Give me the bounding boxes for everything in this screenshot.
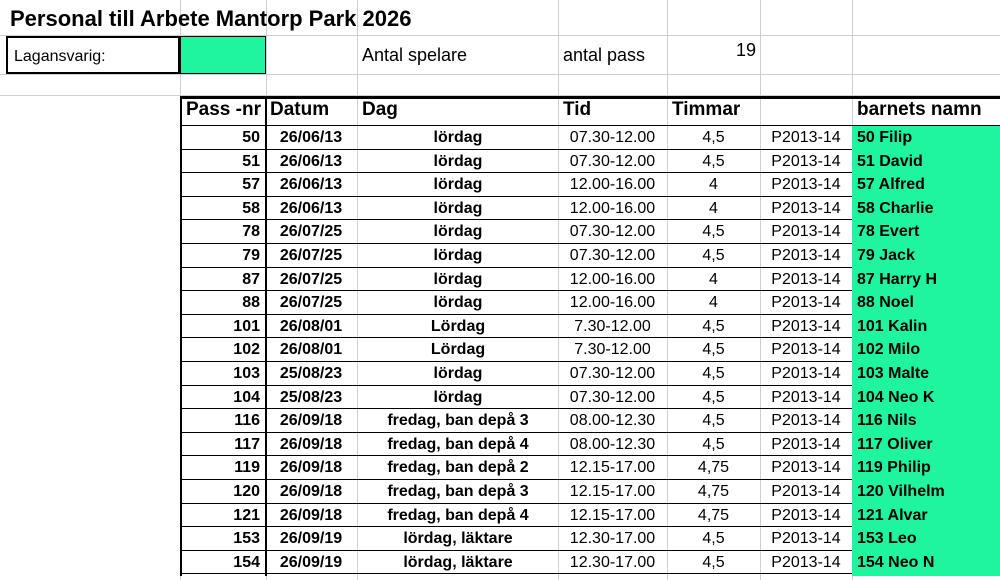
cell-pass-nr[interactable]: 120 [233, 483, 260, 500]
cell-dag[interactable]: lördag [433, 223, 483, 241]
cell-dag[interactable]: lördag [433, 176, 483, 194]
cell-pass-nr[interactable]: 50 [242, 129, 260, 146]
cell-grupp[interactable]: P2013-14 [771, 152, 841, 170]
cell-tid[interactable]: 12.00-16.00 [569, 294, 656, 312]
cell-dag[interactable]: lördag, läktare [403, 530, 513, 548]
cell-pass-nr[interactable]: 79 [242, 247, 260, 264]
cell-datum[interactable]: 26/07/25 [279, 270, 343, 288]
cell-timmar[interactable]: 4,75 [697, 483, 730, 500]
cell-grupp[interactable]: P2013-14 [771, 341, 841, 359]
cell-timmar[interactable]: 4 [709, 270, 718, 288]
cell-barnets-namn[interactable]: 101 Kalin [857, 317, 928, 335]
cell-barnets-namn[interactable]: 153 Leo [857, 530, 917, 548]
cell-grupp[interactable]: P2013-14 [771, 553, 841, 571]
cell-grupp[interactable]: P2013-14 [771, 176, 841, 194]
cell-barnets-namn[interactable]: 104 Neo K [857, 388, 935, 406]
cell-pass-nr[interactable]: 87 [242, 270, 260, 288]
sheet-title: Personal till Arbete Mantorp Park 2026 [10, 6, 412, 31]
cell-tid[interactable]: 07.30-12.00 [569, 223, 656, 241]
cell-barnets-namn[interactable]: 87 Harry H [857, 270, 938, 288]
cell-timmar[interactable]: 4,5 [702, 129, 725, 146]
cell-grupp[interactable]: P2013-14 [771, 199, 841, 217]
cell-timmar[interactable]: 4,5 [702, 341, 725, 359]
cell-barnets-namn[interactable]: 57 Alfred [857, 176, 925, 194]
cell-pass-nr[interactable]: 121 [233, 506, 260, 524]
cell-datum[interactable]: 26/07/25 [279, 223, 343, 241]
cell-barnets-namn[interactable]: 120 Vilhelm [857, 483, 945, 500]
cell-datum[interactable]: 26/09/18 [279, 459, 343, 477]
cell-pass-nr[interactable]: 116 [234, 412, 260, 430]
cell-timmar[interactable]: 4,5 [702, 553, 725, 571]
cell-timmar[interactable]: 4,5 [702, 435, 725, 453]
cell-pass-nr[interactable]: 153 [233, 530, 260, 548]
cell-grupp[interactable]: P2013-14 [771, 129, 841, 146]
cell-datum[interactable]: 26/09/18 [279, 483, 343, 500]
cell-datum[interactable]: 25/08/23 [279, 388, 343, 406]
cell-dag[interactable]: lördag [433, 247, 483, 264]
cell-barnets-namn[interactable]: 50 Filip [857, 129, 913, 146]
cell-grupp[interactable]: P2013-14 [771, 365, 841, 382]
cell-dag[interactable]: lördag [433, 129, 483, 146]
cell-dag[interactable]: lördag [433, 365, 483, 382]
cell-tid[interactable]: 7.30-12.00 [574, 341, 651, 359]
cell-timmar[interactable]: 4,5 [702, 223, 725, 241]
header-barnets-namn[interactable]: barnets namn [857, 99, 982, 120]
cell-timmar[interactable]: 4,5 [702, 412, 725, 430]
cell-tid[interactable]: 12.30-17.00 [569, 553, 656, 571]
cell-dag[interactable]: lördag, läktare [403, 553, 513, 571]
cell-tid[interactable]: 07.30-12.00 [569, 152, 656, 170]
cell-barnets-namn[interactable]: 119 Philip [857, 459, 931, 477]
cell-timmar[interactable]: 4,5 [702, 152, 725, 170]
cell-datum[interactable]: 25/08/23 [279, 365, 343, 382]
cell-timmar[interactable]: 4 [709, 294, 718, 312]
cell-pass-nr[interactable]: 58 [242, 199, 260, 217]
cell-tid[interactable]: 12.00-16.00 [569, 176, 656, 194]
cell-dag[interactable]: lördag [433, 270, 483, 288]
cell-datum[interactable]: 26/09/18 [279, 506, 343, 524]
cell-tid[interactable]: 08.00-12.30 [569, 435, 656, 453]
cell-pass-nr[interactable]: 104 [233, 388, 260, 406]
cell-datum[interactable]: 26/06/13 [279, 152, 343, 170]
cell-barnets-namn[interactable]: 51 David [857, 152, 923, 170]
cell-datum[interactable]: 26/09/18 [279, 412, 343, 430]
cell-grupp[interactable]: P2013-14 [771, 388, 841, 406]
header-datum[interactable]: Datum [270, 99, 330, 120]
cell-dag[interactable]: fredag, ban depå 4 [387, 506, 529, 524]
cell-datum[interactable]: 26/08/01 [279, 341, 343, 359]
cell-datum[interactable]: 26/07/25 [279, 294, 343, 312]
cell-barnets-namn[interactable]: 88 Noel [857, 294, 914, 312]
cell-grupp[interactable]: P2013-14 [771, 317, 841, 335]
cell-tid[interactable]: 12.15-17.00 [569, 483, 656, 500]
cell-barnets-namn[interactable]: 121 Alvar [857, 506, 928, 524]
cell-grupp[interactable]: P2013-14 [771, 412, 841, 430]
cell-pass-nr[interactable]: 78 [242, 223, 260, 241]
cell-barnets-namn[interactable]: 79 Jack [857, 247, 915, 264]
cell-barnets-namn[interactable]: 58 Charlie [857, 199, 934, 217]
cell-barnets-namn[interactable]: 154 Neo N [857, 553, 935, 571]
cell-pass-nr[interactable]: 154 [233, 553, 260, 571]
cell-dag[interactable]: Lördag [430, 317, 486, 335]
cell-tid[interactable]: 07.30-12.00 [569, 247, 656, 264]
antal-pass-value[interactable]: 19 [735, 40, 756, 60]
cell-tid[interactable]: 07.30-12.00 [569, 365, 656, 382]
cell-dag[interactable]: fredag, ban depå 3 [387, 483, 529, 500]
header-tid[interactable]: Tid [563, 99, 592, 120]
cell-datum[interactable]: 26/07/25 [279, 247, 343, 264]
cell-tid[interactable]: 07.30-12.00 [569, 129, 656, 146]
cell-tid[interactable]: 7.30-12.00 [574, 317, 651, 335]
cell-grupp[interactable]: P2013-14 [771, 530, 841, 548]
cell-pass-nr[interactable]: 103 [233, 365, 260, 382]
cell-timmar[interactable]: 4,5 [702, 530, 725, 548]
cell-pass-nr[interactable]: 117 [234, 435, 260, 453]
cell-grupp[interactable]: P2013-14 [771, 483, 841, 500]
cell-timmar[interactable]: 4,5 [702, 365, 725, 382]
cell-pass-nr[interactable]: 51 [242, 152, 260, 170]
cell-grupp[interactable]: P2013-14 [771, 247, 841, 264]
cell-datum[interactable]: 26/09/19 [279, 530, 343, 548]
cell-datum[interactable]: 26/09/18 [279, 435, 343, 453]
antal-spelare-label[interactable]: Antal spelare [362, 45, 468, 65]
cell-barnets-namn[interactable]: 103 Malte [857, 365, 930, 382]
cell-grupp[interactable]: P2013-14 [771, 459, 841, 477]
cell-tid[interactable]: 12.30-17.00 [569, 530, 656, 548]
cell-datum[interactable]: 26/06/13 [279, 176, 343, 194]
cell-timmar[interactable]: 4,75 [697, 506, 730, 524]
cell-timmar[interactable]: 4 [709, 176, 718, 194]
cell-dag[interactable]: fredag, ban depå 2 [387, 459, 529, 477]
lagansvarig-input-cell[interactable] [180, 36, 266, 74]
cell-dag[interactable]: lördag [433, 294, 483, 312]
cell-grupp[interactable]: P2013-14 [771, 270, 841, 288]
header-pass-nr[interactable]: Pass -nr [186, 99, 261, 120]
cell-grupp[interactable]: P2013-14 [771, 223, 841, 241]
cell-pass-nr[interactable]: 102 [233, 341, 260, 359]
header-dag[interactable]: Dag [362, 99, 398, 120]
cell-datum[interactable]: 26/06/13 [279, 129, 343, 146]
cell-grupp[interactable]: P2013-14 [771, 294, 841, 312]
cell-pass-nr[interactable]: 57 [242, 176, 260, 194]
cell-dag[interactable]: fredag, ban depå 4 [387, 435, 529, 453]
column-border [265, 96, 267, 576]
cell-pass-nr[interactable]: 101 [233, 317, 260, 335]
cell-timmar[interactable]: 4,75 [697, 459, 730, 477]
cell-pass-nr[interactable]: 88 [242, 294, 260, 312]
cell-datum[interactable]: 26/06/13 [279, 199, 343, 217]
cell-barnets-namn[interactable]: 116 Nils [857, 412, 917, 430]
cell-tid[interactable]: 07.30-12.00 [569, 388, 656, 406]
cell-barnets-namn[interactable]: 117 Oliver [857, 435, 933, 453]
cell-dag[interactable]: lördag [433, 199, 483, 217]
cell-grupp[interactable]: P2013-14 [771, 506, 841, 524]
cell-datum[interactable]: 26/08/01 [279, 317, 343, 335]
cell-datum[interactable]: 26/09/19 [279, 553, 343, 571]
cell-dag[interactable]: lördag [433, 152, 483, 170]
cell-tid[interactable]: 12.15-17.00 [569, 459, 656, 477]
cell-dag[interactable]: Lördag [430, 341, 486, 359]
lagansvarig-label[interactable]: Lagansvarig: [6, 36, 180, 74]
cell-tid[interactable]: 12.00-16.00 [569, 270, 656, 288]
cell-grupp[interactable]: P2013-14 [771, 435, 841, 453]
grid-line [0, 74, 1000, 75]
cell-tid[interactable]: 12.00-16.00 [569, 199, 656, 217]
cell-dag[interactable]: lördag [433, 388, 483, 406]
cell-tid[interactable]: 12.15-17.00 [569, 506, 656, 524]
cell-timmar[interactable]: 4,5 [702, 247, 725, 264]
antal-pass-label[interactable]: antal pass [563, 45, 646, 65]
cell-barnets-namn[interactable]: 102 Milo [857, 341, 921, 359]
cell-timmar[interactable]: 4 [709, 199, 718, 217]
cell-pass-nr[interactable]: 119 [234, 459, 260, 477]
cell-barnets-namn[interactable]: 78 Evert [857, 223, 920, 241]
cell-tid[interactable]: 08.00-12.30 [569, 412, 656, 430]
header-timmar[interactable]: Timmar [672, 99, 741, 120]
cell-timmar[interactable]: 4,5 [702, 317, 725, 335]
cell-dag[interactable]: fredag, ban depå 3 [387, 412, 529, 430]
cell-timmar[interactable]: 4,5 [702, 388, 725, 406]
